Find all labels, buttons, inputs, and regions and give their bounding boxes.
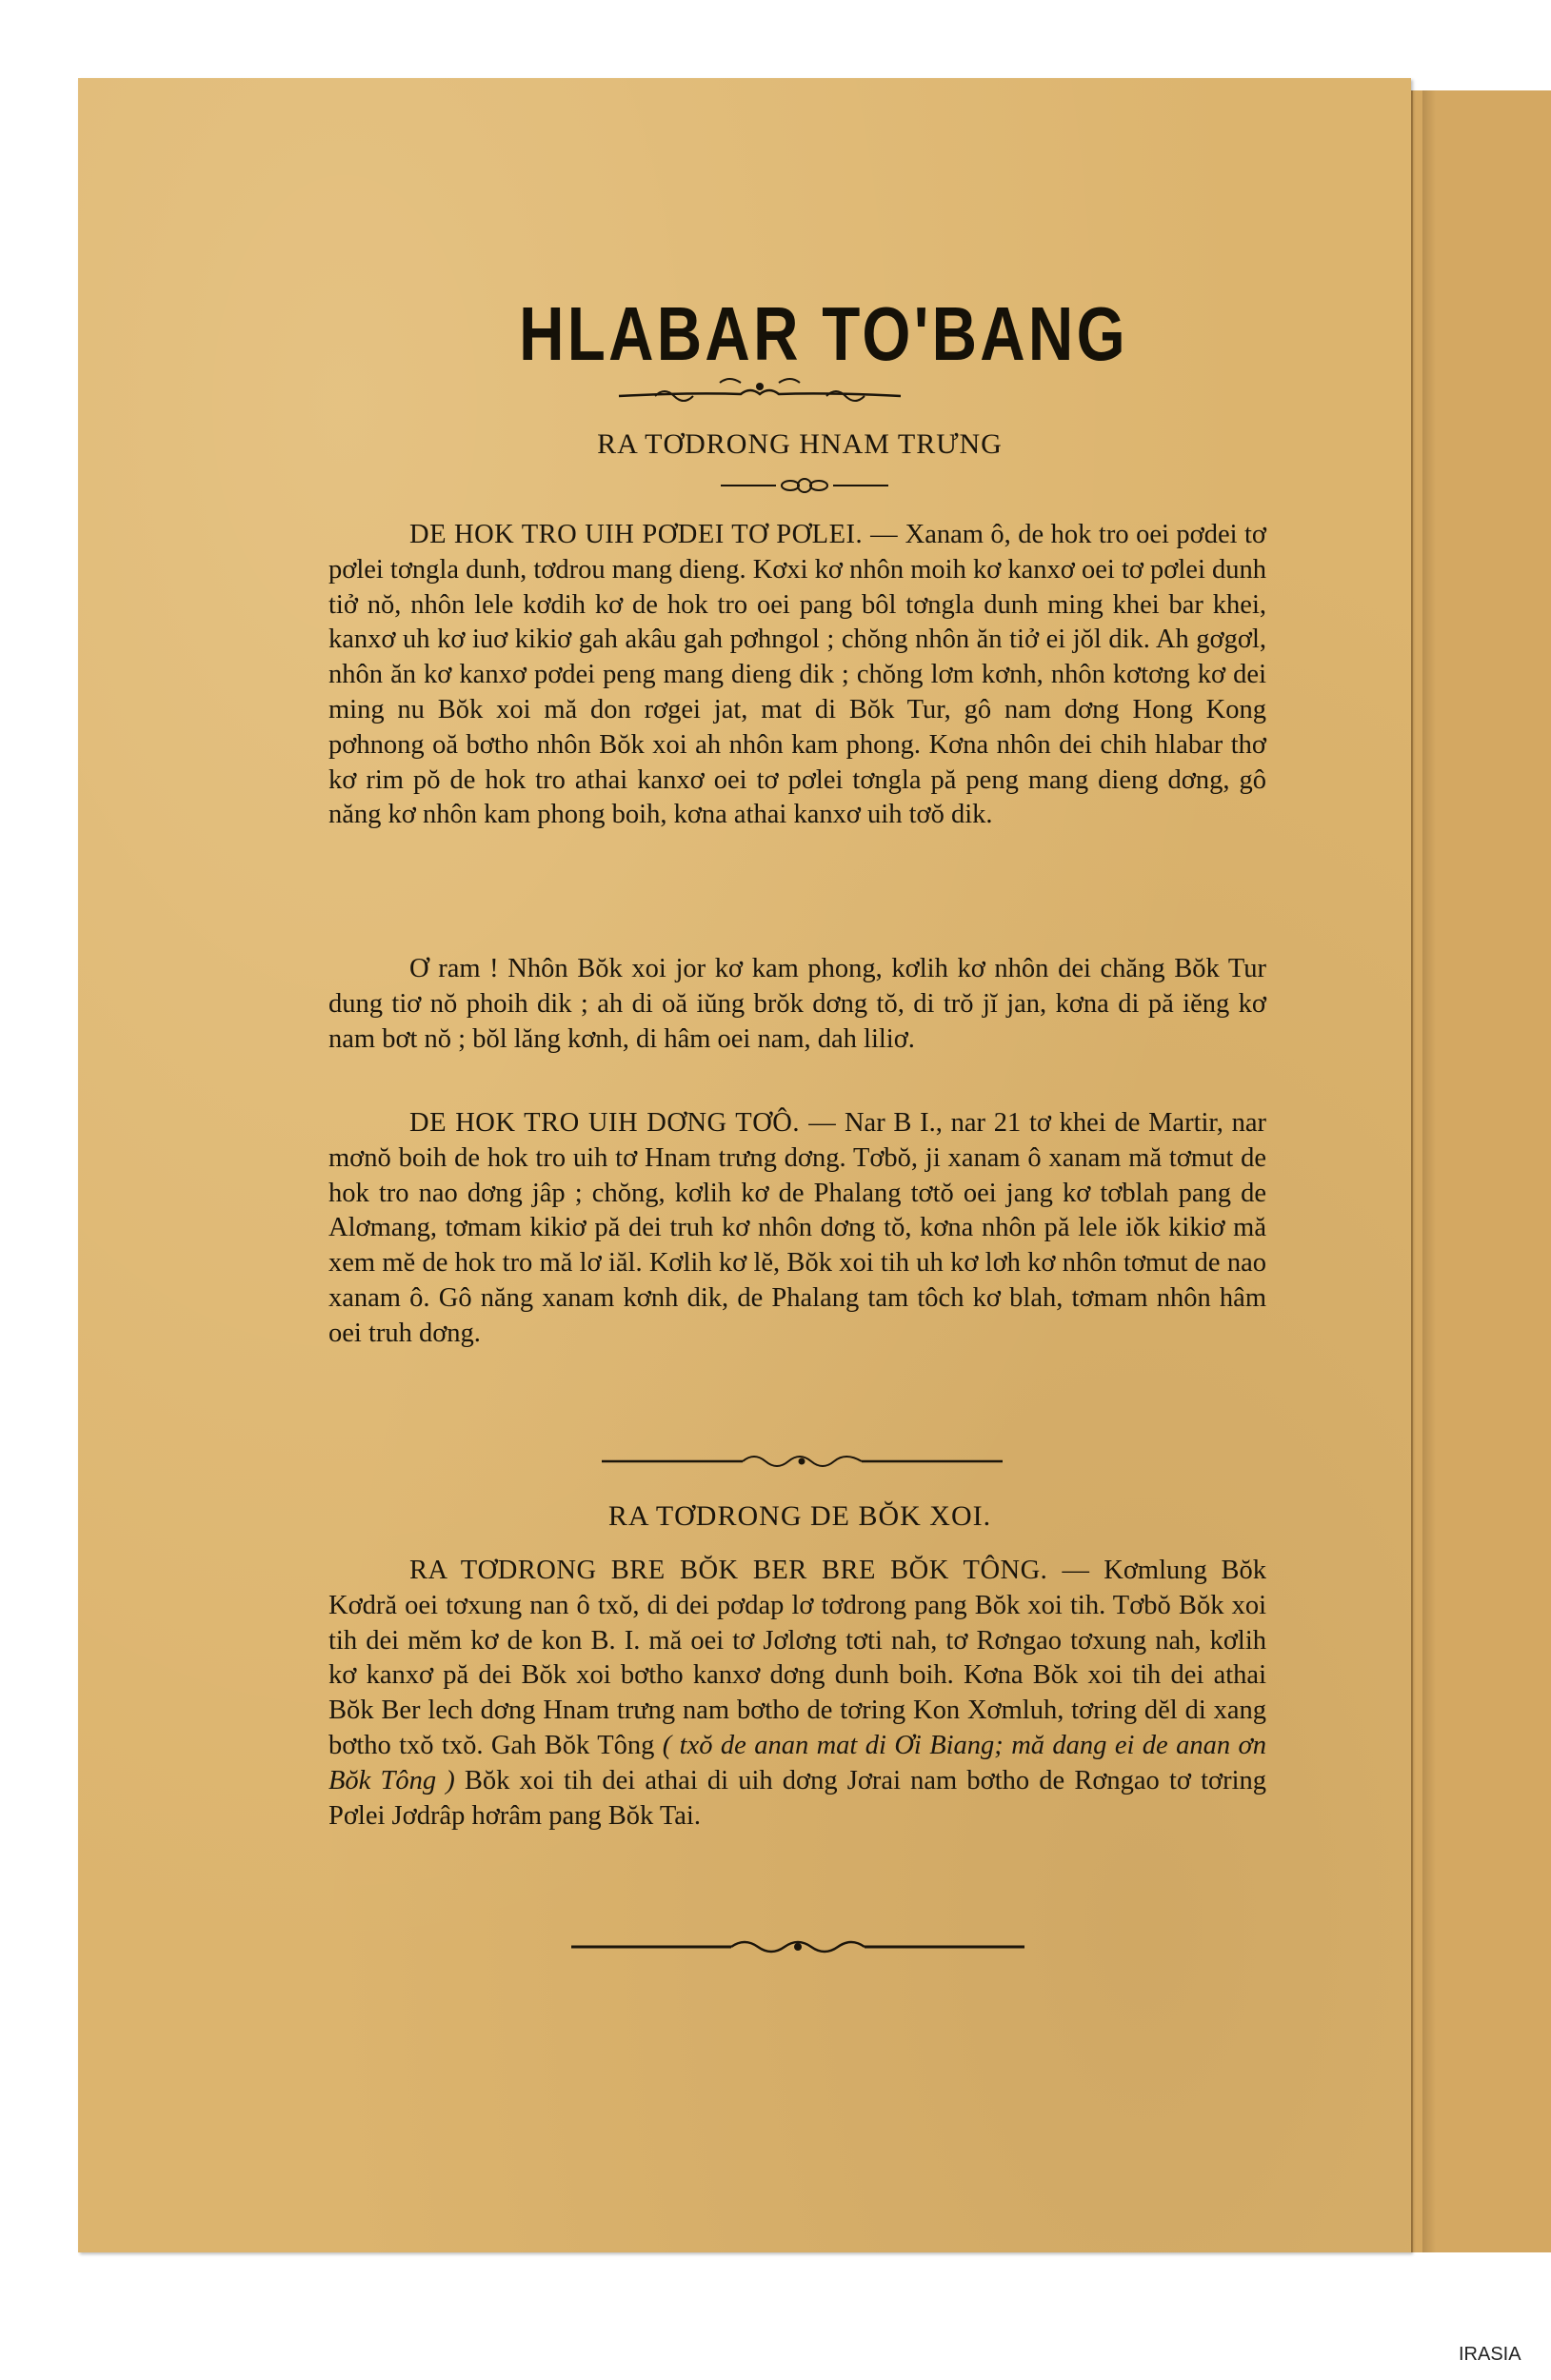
adjacent-page-edge (1411, 90, 1551, 2252)
paragraph-lead: DE HOK TRO UIH PƠDEI TƠ PƠLEI. — (409, 520, 899, 549)
page-title: HLABAR TO'BANG (519, 291, 1128, 376)
paragraph-students-return (328, 1106, 1266, 1352)
watermark-label: IRASIA (1459, 2344, 1521, 2365)
paragraph-body-end: Bŏk xoi tih dei athai di uih dơng Jơrai nam bơtho de Rơngao tơ tơring Pơlei Jơdrâp hơrâm pang Bŏk Tai. (328, 1765, 1267, 1831)
paragraph-italic-note: ( txŏ de anan mat di Ơi Biang; mă dang ei de anan ơn Bŏk Tông ) (328, 1730, 1266, 1795)
end-ornament (569, 1936, 1026, 1957)
section-divider (600, 1451, 1004, 1472)
title-ornament (617, 373, 903, 409)
paragraph-body: Kơmlung Bŏk Kơdră oei tơxung nan ô txŏ, di dei pơdap lơ tơdrong pang Bŏk xoi tih. Tơbŏ Bŏk xoi tih dei mĕm kơ de kon B. I. mă oei tơ Jơlơng tơti nah, tơ Rơngao tơxung nah, kơlih kơ kanxơ pă dei Bŏk xoi bơtho kanxơ dơng dunh boih. Kơna Bŏk xoi tih dei athai Bŏk Ber lech dơng Hnam trưng nam bơtho de tơring Kon Xơmluh, tơring dĕl di xang bơtho txŏ txŏ. Gah Bŏk Tông (328, 1556, 1267, 1760)
paragraph-two-priests (328, 1554, 1266, 1834)
paragraph-body: Ơ ram ! Nhôn Bŏk xoi jor kơ kam phong, kơlih kơ nhôn dei chăng Bŏk Tur dung tiơ nŏ phoih dik ; ah di oă iŭng brŏk dơng tŏ, di trŏ jĭ jan, kơna di pă iĕng kơ nam bơt nŏ ; bŏl lăng kơnh, di hâm oei nam, dah liliơ. (328, 954, 1266, 1054)
paragraph-lead: RA TƠDRONG BRE BŎK BER BRE BŎK TÔNG. — (409, 1556, 1090, 1585)
section-ornament (719, 473, 890, 498)
section-heading: RA TƠDRONG HNAM TRƯNG (597, 428, 1003, 460)
paragraph-body: Xanam ô, de hok tro oei pơdei tơ pơlei tơngla dunh, tơdrou mang dieng. Kơxi kơ nhôn moih kơ kanxơ oei tơ pơlei dunh tiở nŏ, nhôn lele kơdih kơ de hok tro oei pang bôl tơngla dunh ming khei bar khei, kanxơ uh kơ iuơ kikiơ gah akâu gah pơhngol ; chŏng nhôn ăn tiở ei jŏl dik. Ah gơgơl, nhôn ăn kơ kanxơ pơdei peng mang dieng dik ; chŏng lơm kơnh, nhôn kơtơng kơ dei ming nu Bŏk xoi mă don rơgei jat, mat di Bŏk Tur, gô nam dơng Hong Kong pơhnong oă bơtho nhôn Bŏk xoi ah nhôn kam phong. Kơna nhôn dei chih hlabar thơ kơ rim pŏ de hok tro athai kanxơ oei tơ pơlei tơngla pă peng mang dieng dơng, gô năng kơ nhôn kam phong boih, kơna athai kanxơ uih tơŏ dik. (328, 520, 1267, 830)
paragraph-body: Nar B I., nar 21 tơ khei de Martir, nar mơnŏ boih de hok tro uih tơ Hnam trưng dơng. Tơbŏ, ji xanam ô xanam mă tơmut de hok tro nao dơng jâp ; chŏng, kơlih kơ de Phalang tơtŏ oei jang kơ tơblah pang de Alơmang, tơmam kikiơ pă dei truh kơ nhôn dơng tŏ, kơna nhôn pă lele iŏk kikiơ mă xem mĕ de hok tro mă lơ iăl. Kơlih kơ lĕ, Bŏk xoi tih uh kơ lơh kơ nhôn tơmut de nao xanam ô. Gô năng xanam kơnh dik, de Phalang tam tôch kơ blah, tơmam nhôn hâm oei truh dơng. (328, 1108, 1266, 1348)
section-heading: RA TƠDRONG DE BŎK XOI. (607, 1500, 992, 1532)
paragraph-lead: DE HOK TRO UIH DƠNG TƠÔ. — (409, 1108, 837, 1138)
paragraph-students-vacation (328, 518, 1266, 833)
paragraph-bishop-health (328, 952, 1266, 1057)
